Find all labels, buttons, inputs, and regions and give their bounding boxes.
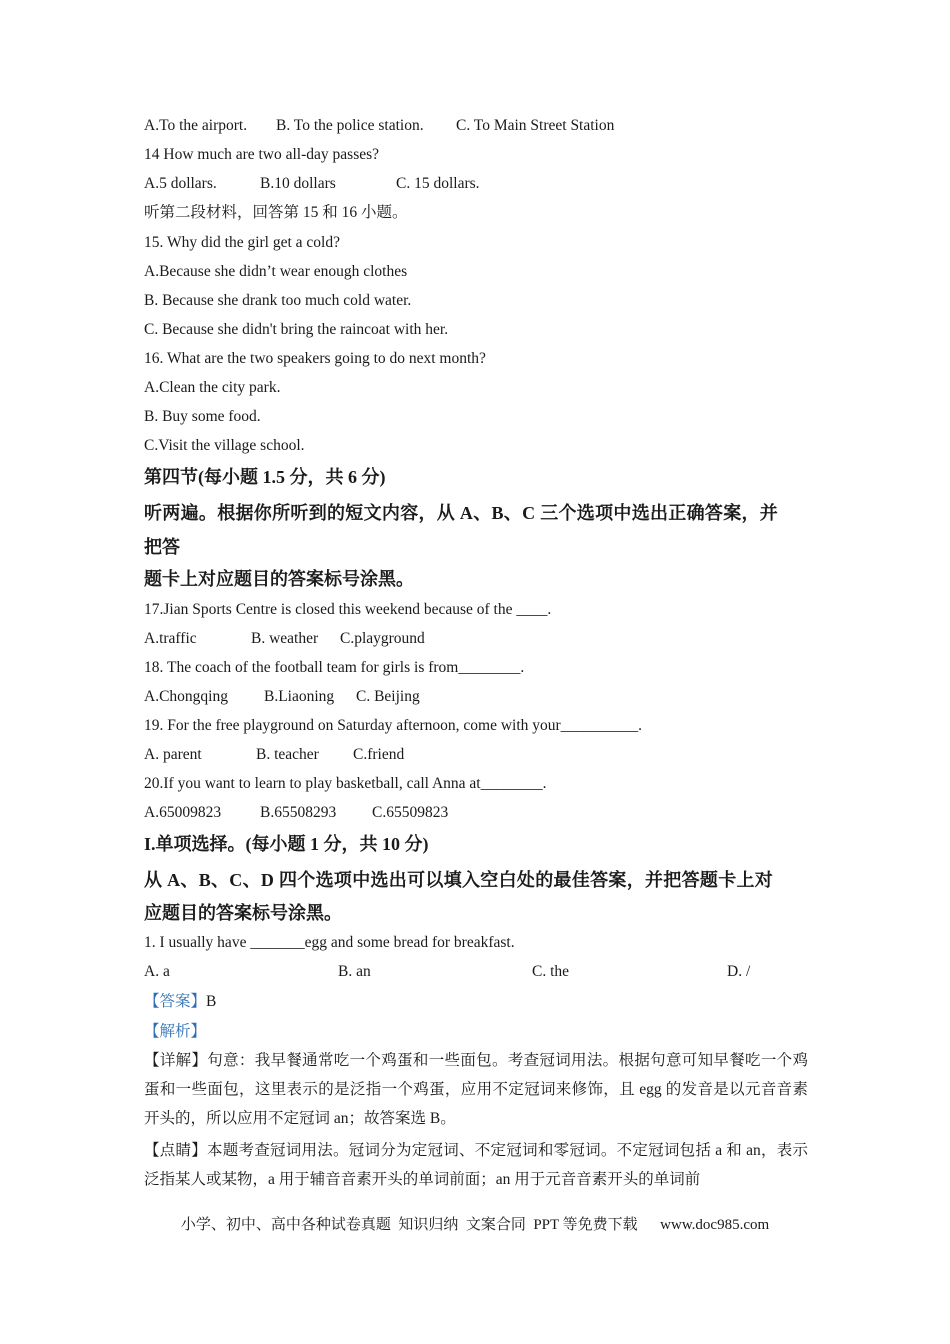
q19-option-c: C.friend — [353, 746, 405, 763]
q15-option-c: C. Because she didn't bring the raincoat with her. — [144, 321, 449, 338]
q13-option-a: A.To the airport. — [144, 117, 248, 134]
q15-option-a: A.Because she didn’t wear enough clothes — [144, 263, 408, 280]
q14-option-b: B.10 dollars — [260, 175, 336, 192]
q16-option-c: C.Visit the village school. — [144, 437, 305, 454]
q18-option-c: C. Beijing — [356, 688, 420, 705]
q16-option-a: A.Clean the city park. — [144, 379, 281, 396]
answer-value: B — [206, 993, 217, 1010]
mc1-option-d: D. / — [727, 963, 751, 980]
q20-stem: 20.If you want to learn to play basketball, call Anna at________. — [144, 775, 547, 792]
analysis-label: 【解析】 — [144, 1023, 207, 1040]
q13-option-b: B. To the police station. — [276, 117, 424, 134]
q15-option-b: B. Because she drank too much cold water. — [144, 292, 412, 309]
q17-option-c: C.playground — [340, 630, 425, 647]
section2-intro: 听第二段材料，回答第 15 和 16 小题。 — [144, 204, 408, 221]
q17-stem: 17.Jian Sports Centre is closed this weekend because of the ____. — [144, 601, 552, 618]
q14-option-c: C. 15 dollars. — [396, 175, 480, 192]
q16-stem: 16. What are the two speakers going to do next month? — [144, 350, 486, 367]
q18-options — [144, 687, 420, 707]
part4-instruction-3: 题卡上对应题目的答案标号涂黑。 — [144, 569, 414, 589]
q17-option-b: B. weather — [251, 630, 319, 647]
mc1-options — [144, 962, 808, 982]
q14-stem: 14 How much are two all-day passes? — [144, 146, 380, 163]
q14-option-a: A.5 dollars. — [144, 175, 217, 192]
mc1-option-b: B. an — [338, 963, 371, 980]
q20-option-b: B.65508293 — [260, 804, 337, 821]
q19-options — [144, 745, 404, 765]
q13-option-c: C. To Main Street Station — [456, 117, 615, 134]
q18-option-a: A.Chongqing — [144, 688, 228, 705]
q15-stem: 15. Why did the girl get a cold? — [144, 234, 340, 251]
section-i-instruction-2: 应题目的答案标号涂黑。 — [144, 903, 342, 923]
part4-instruction-2: 把答 — [144, 537, 180, 557]
q18-option-b: B.Liaoning — [264, 688, 335, 705]
q20-option-c: C.65509823 — [372, 804, 449, 821]
mc1-stem: 1. I usually have _______egg and some bread for breakfast. — [144, 934, 515, 951]
mc1-option-c: C. the — [532, 963, 570, 980]
q19-stem: 19. For the free playground on Saturday afternoon, come with your__________. — [144, 717, 643, 734]
part4-title: 第四节(每小题 1.5 分，共 6 分) — [144, 467, 386, 487]
page-footer: 小学、初中、高中各种试卷真题 知识归纳 文案合同 PPT 等免费下载 www.doc985.com — [180, 1217, 770, 1233]
mc1-option-a: A. a — [144, 963, 170, 980]
q19-option-b: B. teacher — [256, 746, 319, 763]
q19-option-a: A. parent — [144, 746, 202, 763]
answer-line — [144, 992, 216, 1012]
q20-option-a: A.65009823 — [144, 804, 222, 821]
q17-options — [144, 629, 425, 649]
section-i-instruction-1: 从 A、B、C、D 四个选项中选出可以填入空白处的最佳答案，并把答题卡上对 — [144, 870, 774, 890]
q16-option-b: B. Buy some food. — [144, 408, 261, 425]
q14-options — [144, 174, 480, 194]
section-i-title: I.单项选择。(每小题 1 分，共 10 分) — [144, 834, 429, 854]
detail-paragraph: 【详解】句意：我早餐通常吃一个鸡蛋和一些面包。考查冠词用法。根据句意可知早餐吃一个鸡蛋和一些面包，这里表示的是泛指一个鸡蛋，应用不定冠词来修饰，且 egg 的发音是以元音音素开头的，所以应用不定冠词 an；故答案选 B。 — [144, 1052, 808, 1127]
answer-label: 【答案】 — [144, 993, 207, 1010]
q20-options — [144, 803, 448, 823]
q18-stem: 18. The coach of the football team for girls is from________. — [144, 659, 525, 676]
comment-paragraph: 【点睛】本题考查冠词用法。冠词分为定冠词、不定冠词和零冠词。不定冠词包括 a 和 an，表示泛指某人或某物，a 用于辅音音素开头的单词前面；an 用于元音音素开头的单词前 — [144, 1142, 808, 1188]
q13-options — [144, 116, 614, 136]
part4-instruction-1: 听两遍。根据你所听到的短文内容，从 A、B、C 三个选项中选出正确答案，并 — [144, 503, 779, 523]
q17-option-a: A.traffic — [144, 630, 197, 647]
